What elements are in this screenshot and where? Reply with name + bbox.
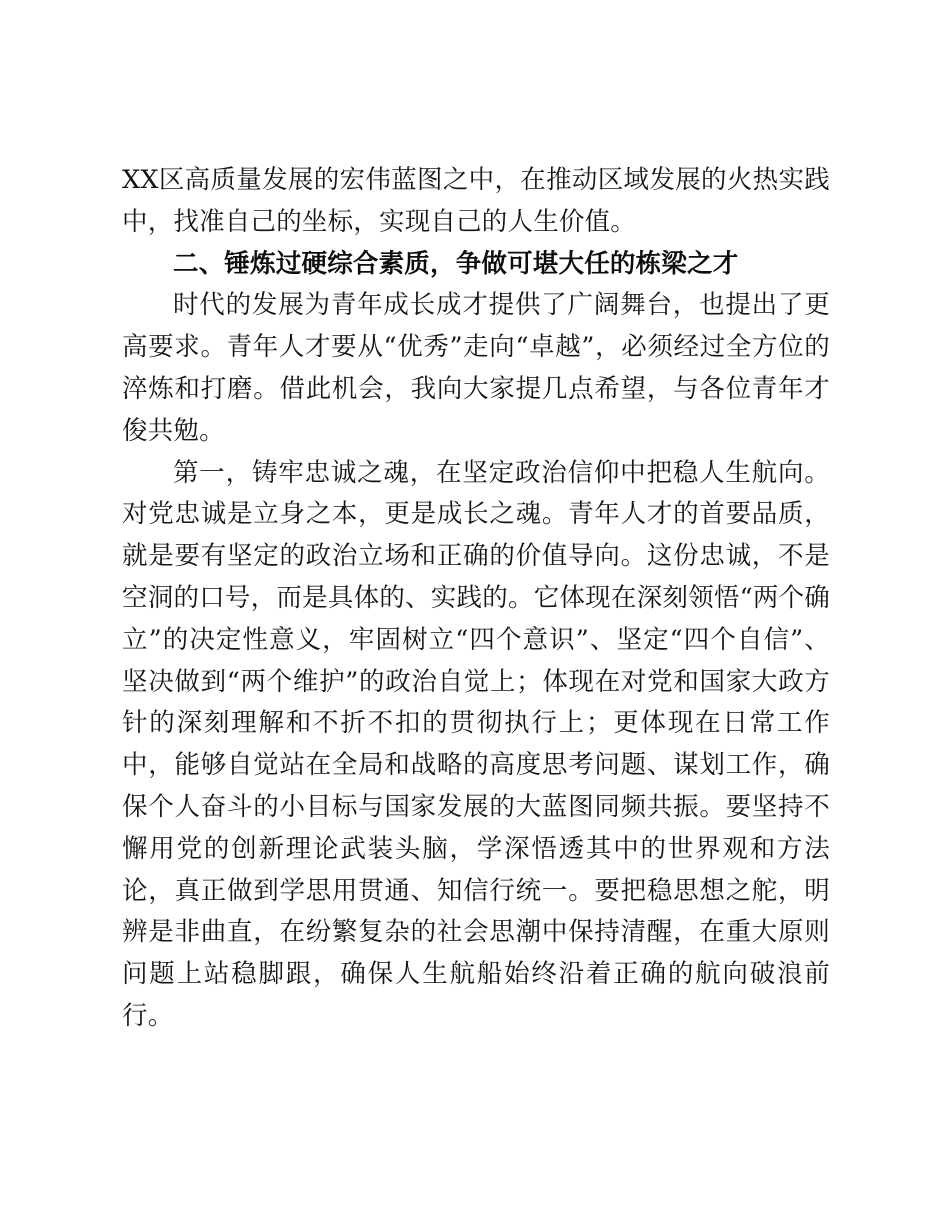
paragraph-continuation: XX区高质量发展的宏伟蓝图之中，在推动区域发展的火热实践中，找准自己的坐标，实现自己的人生价值。 <box>122 165 830 237</box>
paragraph-era-development: 时代的发展为青年成长成才提供了广阔舞台，也提出了更高要求。青年人才要从“优秀”走向“卓越”，必须经过全方位的淬炼和打磨。借此机会，我向大家提几点希望，与各位青年才俊共勉。 <box>122 290 830 446</box>
document-text-column <box>122 160 830 1038</box>
paragraph-point-one-loyalty: 第一，铸牢忠诚之魂，在坚定政治信仰中把稳人生航向。对党忠诚是立身之本，更是成长之魂。青年人才的首要品质，就是要有坚定的政治立场和正确的价值导向。这份忠诚，不是空洞的口号，而是具体的、实践的。它体现在深刻领悟“两个确立”的决定性意义，牢固树立“四个意识”、坚定“四个自信”、坚决做到“两个维护”的政治自觉上；体现在对党和国家大政方针的深刻理解和不折不扣的贯彻执行上；更体现在日常工作中，能够自觉站在全局和战略的高度思考问题、谋划工作，确保个人奋斗的小目标与国家发展的大蓝图同频共振。要坚持不懈用党的创新理论武装头脑，学深悟透其中的世界观和方法论，真正做到学思用贯通、知信行统一。要把稳思想之舵，明辨是非曲直，在纷繁复杂的社会思潮中保持清醒，在重大原则问题上站稳脚跟，确保人生航船始终沿着正确的航向破浪前行。 <box>122 457 830 1031</box>
section-heading-two: 二、锤炼过硬综合素质，争做可堪大任的栋梁之才 <box>173 248 739 279</box>
